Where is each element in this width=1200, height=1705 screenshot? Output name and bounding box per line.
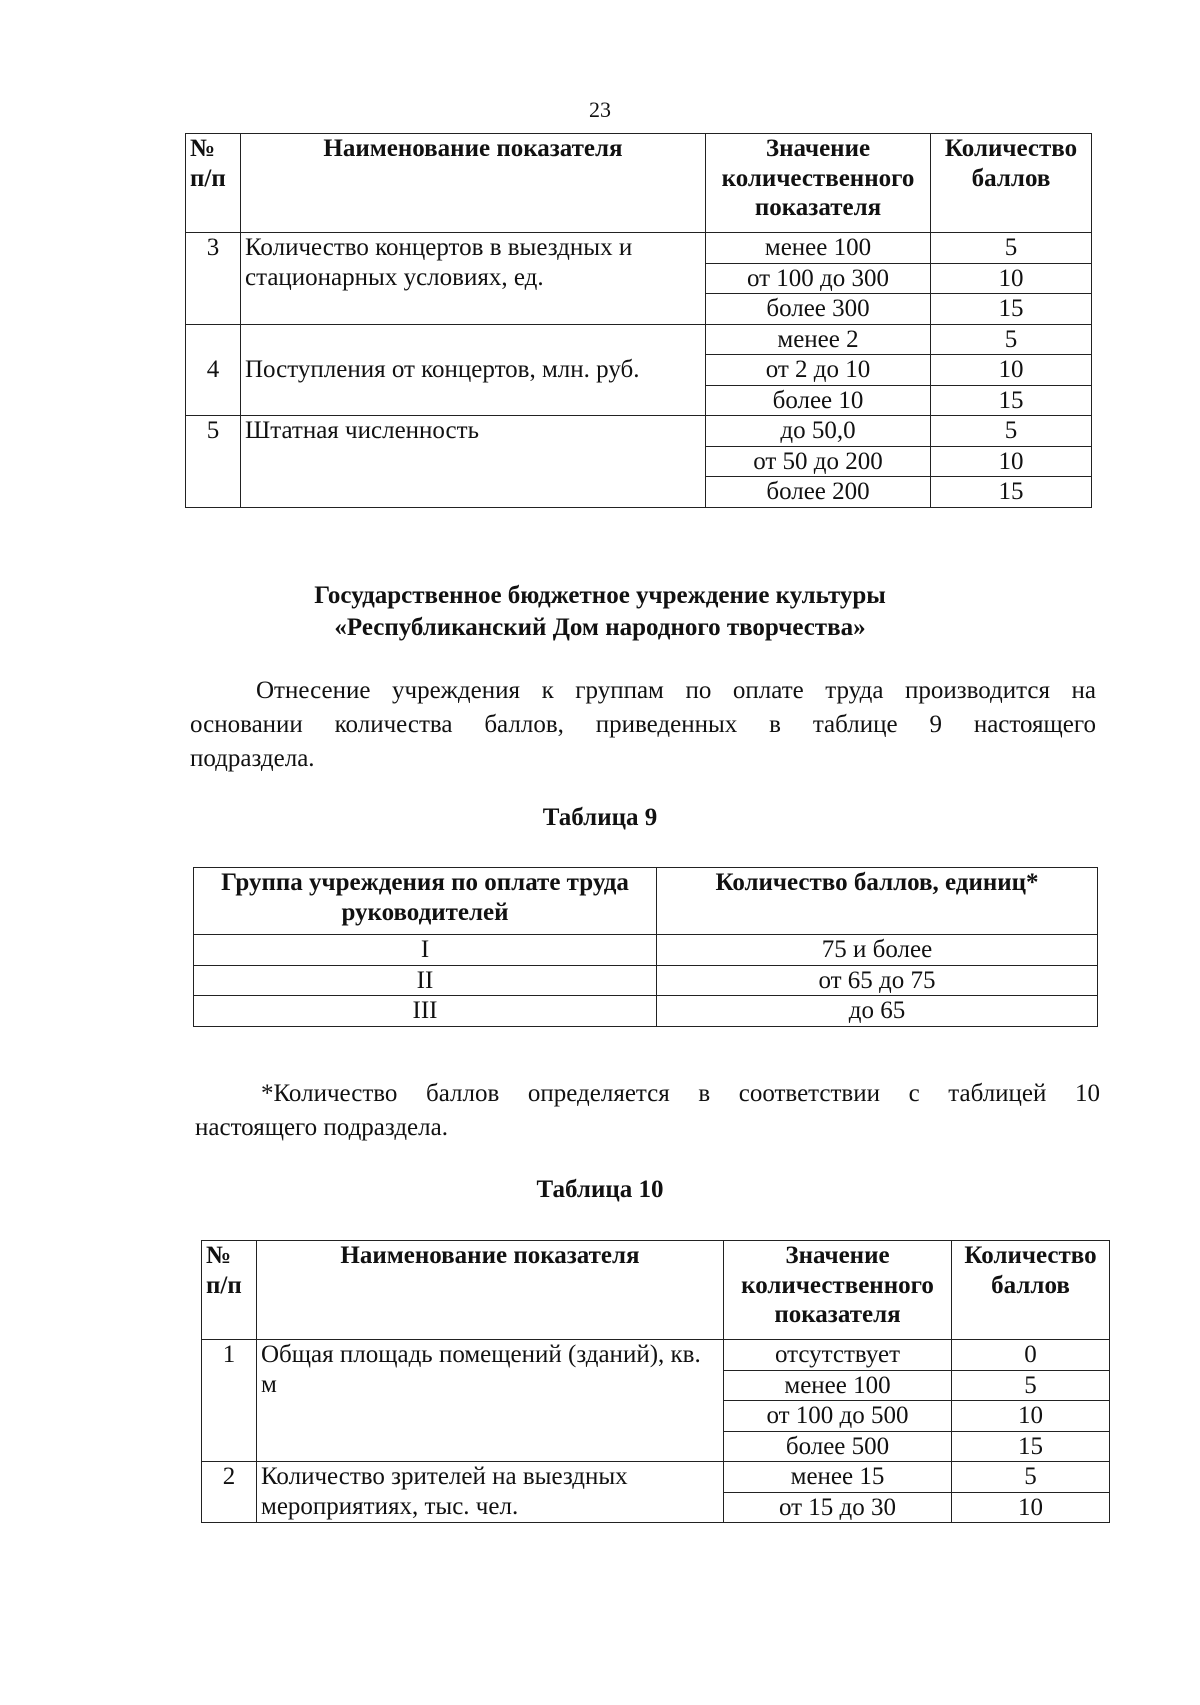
points-cell: 10 (931, 446, 1092, 477)
points-cell: до 65 (657, 996, 1098, 1027)
header-value: Значение количественного показателя (724, 1241, 952, 1340)
footnote-line: настоящего подраздела. (195, 1113, 448, 1141)
value-cell: более 10 (706, 385, 931, 416)
value-cell: отсутствует (724, 1340, 952, 1371)
group-cell: III (194, 996, 657, 1027)
points-cell: 0 (952, 1340, 1110, 1371)
table10-caption: Таблица 10 (536, 1176, 664, 1203)
points-cell: 75 и более (657, 935, 1098, 966)
indicators-table-continued (185, 133, 1092, 508)
points-cell: 15 (931, 294, 1092, 325)
value-cell: менее 100 (724, 1370, 952, 1401)
table-row (194, 996, 1098, 1027)
value-cell: от 100 до 500 (724, 1401, 952, 1432)
table-header-row (186, 134, 1092, 233)
intro-paragraph (190, 674, 1096, 775)
row-name: Количество зрителей на выездных мероприятиях, тыс. чел. (257, 1462, 724, 1523)
value-cell: от 50 до 200 (706, 446, 931, 477)
points-cell: 5 (952, 1462, 1110, 1493)
value-cell: менее 15 (724, 1462, 952, 1493)
points-cell: 5 (931, 324, 1092, 355)
table-row (194, 935, 1098, 966)
table-row (202, 1462, 1110, 1493)
header-points: Количество баллов (952, 1241, 1110, 1340)
header-name: Наименование показателя (257, 1241, 724, 1340)
points-cell: 15 (931, 385, 1092, 416)
value-cell: от 15 до 30 (724, 1492, 952, 1523)
row-name: Количество концертов в выездных и стационарных условиях, ед. (241, 233, 706, 325)
table-row (186, 324, 1092, 355)
points-cell: 15 (931, 477, 1092, 508)
value-cell: от 100 до 300 (706, 263, 931, 294)
row-num: 4 (186, 324, 241, 416)
points-cell: 5 (931, 233, 1092, 264)
table-9 (193, 867, 1098, 1027)
value-cell: менее 100 (706, 233, 931, 264)
points-cell: 15 (952, 1431, 1110, 1462)
paragraph-line: основании количества баллов, приведенных в таблице 9 настоящего (190, 710, 1096, 738)
points-cell: 5 (952, 1370, 1110, 1401)
group-cell: I (194, 935, 657, 966)
value-cell: более 300 (706, 294, 931, 325)
header-points: Количество баллов (931, 134, 1092, 233)
table-row (202, 1340, 1110, 1371)
value-cell: от 2 до 10 (706, 355, 931, 386)
table-header-row (202, 1241, 1110, 1340)
value-cell: более 500 (724, 1431, 952, 1462)
paragraph-line: Отнесение учреждения к группам по оплате труда производится на (256, 677, 1096, 704)
points-cell: 10 (931, 263, 1092, 294)
section-title-line-1: Государственное бюджетное учреждение культуры (314, 582, 886, 609)
page-number: 23 (589, 97, 611, 122)
row-name: Поступления от концертов, млн. руб. (241, 324, 706, 416)
table-header-row (194, 868, 1098, 935)
header-num: № п/п (186, 134, 241, 233)
table9-caption: Таблица 9 (542, 804, 658, 831)
header-num: № п/п (202, 1241, 257, 1340)
header-points: Количество баллов, единиц* (657, 868, 1098, 935)
value-cell: более 200 (706, 477, 931, 508)
value-cell: до 50,0 (706, 416, 931, 447)
points-cell: 10 (952, 1492, 1110, 1523)
header-name: Наименование показателя (241, 134, 706, 233)
points-cell: 10 (931, 355, 1092, 386)
points-cell: 10 (952, 1401, 1110, 1432)
footnote (195, 1077, 1100, 1145)
value-cell: менее 2 (706, 324, 931, 355)
row-num: 3 (186, 233, 241, 325)
group-cell: II (194, 965, 657, 996)
row-num: 1 (202, 1340, 257, 1462)
table-row (186, 416, 1092, 447)
header-group: Группа учреждения по оплате труда руководителей (194, 868, 657, 935)
section-title-line-2: «Республиканский Дом народного творчества» (334, 614, 866, 641)
row-num: 2 (202, 1462, 257, 1523)
table-row (194, 965, 1098, 996)
paragraph-line: подраздела. (190, 744, 315, 772)
row-name: Общая площадь помещений (зданий), кв. м (257, 1340, 724, 1462)
points-cell: от 65 до 75 (657, 965, 1098, 996)
table-row (186, 233, 1092, 264)
table-10 (201, 1240, 1110, 1523)
row-name: Штатная численность (241, 416, 706, 508)
points-cell: 5 (931, 416, 1092, 447)
row-num: 5 (186, 416, 241, 508)
footnote-line: *Количество баллов определяется в соответствии с таблицей 10 (261, 1080, 1100, 1107)
header-value: Значение количественного показателя (706, 134, 931, 233)
